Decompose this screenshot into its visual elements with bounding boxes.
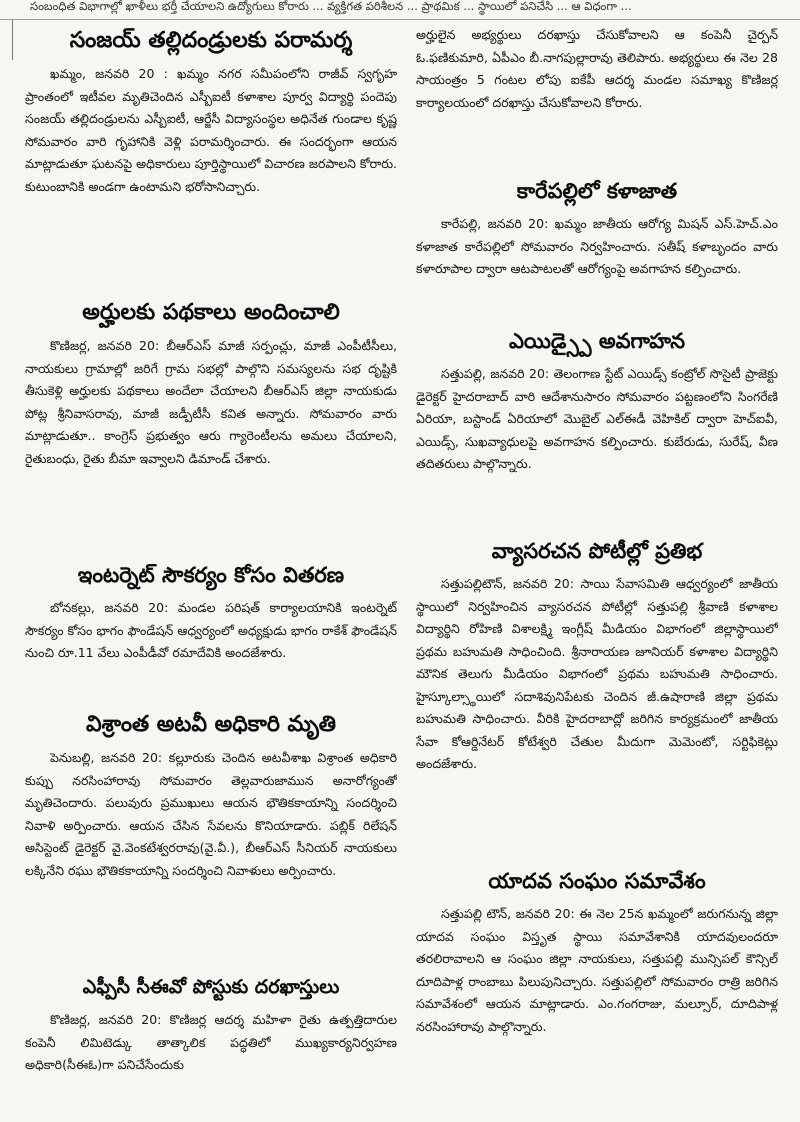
article-fpc-ceo	[25, 970, 397, 1100]
article-body: బోనకల్లు, జనవరి 20: మండల పరిషత్ కార్యాలయానికి ఇంటర్నెట్ సౌకర్యం కోసం భాగం ఫౌండేషన్ ఆధ్వర్యంలో అధ్యక్షుడు భాగం రాకేశ్ ఫౌండేషన్ నుంచి రూ.11 వేలు ఎంపీడీవో రమాదేవికి అందజేశారు.	[25, 600, 397, 660]
article-yadava	[416, 864, 778, 1104]
article-aids	[416, 324, 778, 534]
left-column	[25, 24, 397, 1100]
article-arhulaku	[25, 296, 397, 558]
article-body: సత్తుపల్లి టౌన్, జనవరి 20: ఈ నెల 25న ఖమ్మంలో జరుగనున్న జిల్లా యాదవ సంఘం విస్తృత స్థాయి సమావేశానికి యాదవులందరూ తరలిరావాలని ఆ సంఘం జిల్లా నాయకులు, సత్తుపల్లి మున్సిపల్ కౌన్సిల్ దూదిపాళ్ల రాంబాబు పిలుపునిచ్చారు. సత్తుపల్లిలో సోమవారం రాత్రి జరిగిన సమావేశంలో ఆయన మాట్లాడారు. ఎం.గంగరాజు, మల్సూర్, దూదిపాళ్ల నరసింహారావు పాల్గొన్నారు.	[416, 906, 778, 1034]
headline-internet: ఇంటర్నెట్ సౌకర్యం కోసం వితరణ	[77, 563, 345, 587]
article-body: ఖమ్మం, జనవరి 20 : ఖమ్మం నగర సమీపంలోని రాజీవ్ స్వగృహ ప్రాంతంలో ఇటీవల మృతిచెందిన ఎస్బీఐటీ కళాశాల పూర్వ విద్యార్థి పందెపు సంజయ్ తల్లిదండ్రులను ఎస్బీఐటీ, ఆర్జేసీ విద్యాసంస్థల అధినేత గుండాల కృష్ణ సోమవారం వారి గృహానికి వెళ్లి పరామర్శించారు. ఈ సందర్భంగా ఆయన మాట్లాడుతూ ఘటనపై అధికారులు పూర్తిస్థాయిలో విచారణ జరపాలని కోరారు. కుటుంబానికి అండగా ఉంటామని భరోసానిచ్చారు.	[25, 66, 397, 194]
headline-sanjay: సంజయ్ తల్లిదండ్రులకు పరామర్శ	[69, 28, 353, 53]
headline-aids: ఎయిడ్స్పై అవగాహన	[508, 329, 686, 353]
headline-forest-officer: విశ్రాంత అటవీ అధికారి మృతి	[86, 712, 336, 737]
headline-essay: వ్యాసరచన పోటీల్లో ప్రతిభ	[491, 539, 703, 563]
article-sanjay	[25, 24, 397, 296]
headline-yadava: యాదవ సంఘం సమావేశం	[488, 869, 706, 893]
article-body: కొణిజర్ల, జనవరి 20: బీఆర్ఎస్ మాజీ సర్పంచ్లు, మాజీ ఎంపీటీసీలు, నాయకులు గ్రామాల్లో జరిగే గ్రామ సభల్లో పాల్గొని సమస్యలను సభ దృష్టికి తీసుకెళ్లి అర్హులకు పథకాలు అందేలా చేయాలని బీఆర్ఎస్ జిల్లా నాయకుడు పోట్ల శ్రీనివాసరావు, మాజీ జడ్పీటీసీ కవిత అన్నారు. సోమవారం వారు మాట్లాడుతూ.. కాంగ్రెస్ ప్రభుత్వం ఆరు గ్యారెంటీలను అమలు చేయాలని, రైతుబంధు, రైతు బీమా ఇవ్వాలని డిమాండ్ చేశారు.	[25, 338, 397, 466]
article-body: సత్తుపల్లిటౌన్, జనవరి 20: సాయి సేవాసమితి ఆధ్వర్యంలో జాతీయ స్థాయిలో నిర్వహించిన వ్యాసరచన పోటీల్లో సత్తుపల్లి శ్రీవాణి కళాశాల విద్యార్థిని రోహిణి విశాలక్ష్మి ఇంగ్లీష్ మీడియం విభాగంలో జిల్లాస్థాయిలో ప్రథమ బహుమతి సాధించింది. శ్రీనారాయణ జూనియర్ కళాశాల విద్యార్థిని మౌనిక తెలుగు మీడియం విభాగంలో ప్రథమ బహుమతి సాధించారు. హైస్కూల్స్థాయిలో సదాశివునిపేటకు చెందిన జీ.ఉషారాణి జిల్లా ప్రథమ బహుమతి సాధించారు. వీరికి హైదరాబాద్లో జరిగిన కార్యక్రమంలో జాతీయ సేవా కోఆర్డినేటర్ కోటేశ్వరి చేతుల మీదుగా మెమెంటో, సర్టిఫికెట్లు అందజేశారు.	[416, 576, 778, 771]
article-body: కారేపల్లి, జనవరి 20: ఖమ్మం జాతీయ ఆరోగ్య మిషన్ ఎస్.హెచ్.ఎం కళాజాత కారేపల్లిలో సోమవారం నిర్వహించారు. సతీష్ కళాబృందం వారు కళారూపాల ద్వారా ఆటపాటలతో ఆరోగ్యంపై అవగాహన కల్పించారు.	[416, 216, 778, 276]
article-body: సత్తుపల్లి, జనవరి 20: తెలంగాణ స్టేట్ ఎయిడ్స్ కంట్రోల్ సొసైటీ ప్రాజెక్టు డైరెక్టర్ హైదరాబాద్ వారి ఆదేశానుసారం సోమవారం పట్టణంలోని సింగరేణి ఏరియా, బస్టాండ్ ఏరియాలో మొబైల్ ఎల్ఈడీ వెహికిల్ ద్వారా హెచ్ఐవీ, ఎయిడ్స్, సుఖవ్యాధులపై అవగాహన కల్పించారు. కుబేరుడు, సురేష్, వీణ తదితరులు పాల్గొన్నారు.	[416, 366, 778, 471]
right-column	[416, 24, 778, 1104]
article-internet	[25, 558, 397, 708]
article-fpc-ceo-continued	[416, 24, 778, 174]
article-forest-officer	[25, 708, 397, 970]
headline-kalajatha: కారేపల్లిలో కళాజాత	[516, 179, 678, 203]
headline-fpc-ceo: ఎఫ్పీసీ సీఈవో పోస్టుకు దరఖాస్తులు	[82, 976, 340, 998]
article-kalajatha	[416, 174, 778, 324]
article-essay	[416, 534, 778, 864]
article-body: పెనుబల్లి, జనవరి 20: కల్లూరుకు చెందిన అటవీశాఖ విశ్రాంత అధికారి కుప్పు నరసింహారావు సోమవారం తెల్లవారుజామున అనారోగ్యంతో మృతిచెందారు. పలువురు ప్రముఖులు ఆయన భౌతికకాయాన్ని సందర్శించి నివాళి అర్పించారు. ఆయన చేసిన సేవలను కొనియాడారు. పబ్లిక్ రిలేషన్ అసిస్టెంట్ డైరెక్టర్ వై.వెంకటేశ్వరరావు(వై.వీ.), బీఆర్ఎస్ సీనియర్ నాయకులు లక్కినేని రఘు భౌతికకాయాన్ని సందర్శించి నివాళులు అర్పించారు.	[25, 750, 397, 878]
column-rule	[12, 20, 13, 60]
top-cropped-text-strip	[0, 0, 800, 20]
article-body: కొణిజర్ల, జనవరి 20: కొణిజర్ల ఆదర్శ మహిళా రైతు ఉత్పత్తిదారుల కంపెనీ లిమిటెడ్కు తాత్కాలిక పద్ధతిలో ముఖ్యకార్యనిర్వహణ అధికారి(సీఈఓ)గా పనిచేసేందుకు	[25, 1012, 397, 1072]
article-body-continued: అర్హులైన అభ్యర్థులు దరఖాస్తు చేసుకోవాలని ఆ కంపెనీ చైర్పన్ ఓ.ఫణికుమారి, ఏపీఎం బీ.నాగపుల్లారావు తెలిపారు. అభ్యర్థులు ఈ నెల 28 సాయంత్రం 5 గంటల లోపు ఐకేపీ ఆదర్శ మండల సమాఖ్య కొణిజర్ల కార్యాలయంలో దరఖాస్తు చేసుకోవాలని కోరారు.	[416, 27, 778, 110]
top-strip-text: సంబంధిత విభాగాల్లో ఖాళీలు భర్తీ చేయాలని ఉద్యోగులు కోరారు ... వ్యక్తిగత పరిశీలన ... ప్రాథమిక ... స్థాయిలో పనిచేసి ... ఆ విధంగా ...	[30, 0, 632, 13]
headline-arhulaku: అర్హులకు పథకాలు అందించాలి	[82, 300, 340, 325]
